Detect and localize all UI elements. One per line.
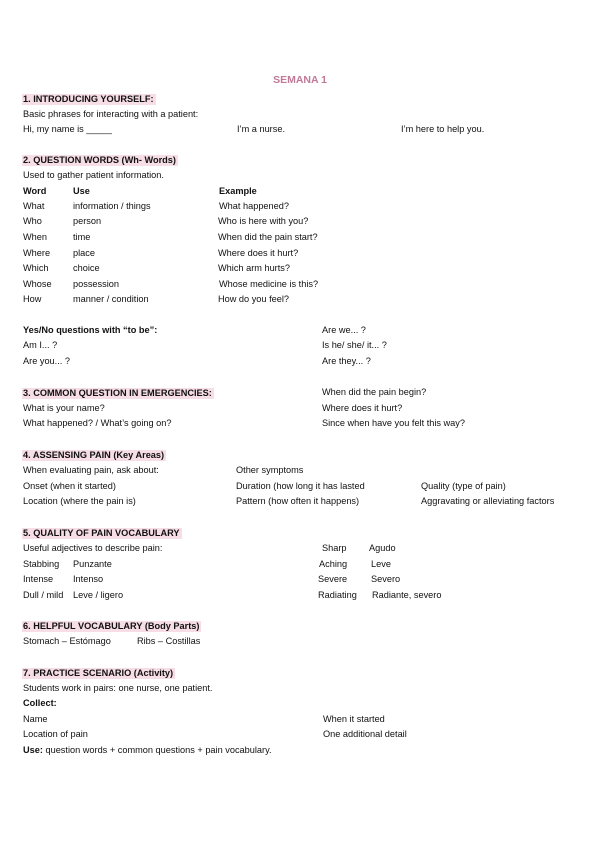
pain-area: Location (where the pain is)	[23, 496, 136, 506]
vocab-spanish: Radiante, severo	[372, 590, 442, 600]
table-cell-example: Whose medicine is this?	[219, 279, 319, 289]
yesno-question: Are you... ?	[23, 356, 70, 366]
emergency-question: When did the pain begin?	[322, 387, 427, 397]
section-5-heading: 5. QUALITY OF PAIN VOCABULARY	[23, 528, 180, 538]
vocab-english: Severe	[318, 574, 348, 584]
pain-area-other-symptoms: Other symptoms	[236, 465, 304, 475]
yesno-question: Are they... ?	[322, 356, 371, 366]
page-title: SEMANA 1	[273, 74, 327, 86]
table-cell-use: place	[73, 248, 95, 258]
section-7-intro: Students work in pairs: one nurse, one patient.	[23, 683, 213, 693]
table-cell-word: When	[23, 232, 48, 242]
emergency-question: Since when have you felt this way?	[322, 418, 465, 428]
yesno-question: Is he/ she/ it... ?	[322, 340, 387, 350]
table-cell-example: When did the pain start?	[218, 232, 318, 242]
table-cell-use: choice	[73, 263, 100, 273]
vocab-english: Aching	[319, 559, 348, 569]
pain-area: Duration (how long it has lasted	[236, 481, 365, 491]
table-cell-word: Where	[23, 248, 51, 258]
table-cell-example: What happened?	[219, 201, 289, 211]
table-cell-word: How	[23, 294, 42, 304]
body-part: Stomach – Estómago	[23, 636, 111, 646]
yesno-question: Are we... ?	[322, 325, 366, 335]
table-cell-use: manner / condition	[73, 294, 149, 304]
table-cell-example: Which arm hurts?	[218, 263, 290, 273]
vocab-english: Sharp	[322, 543, 347, 553]
table-cell-use: person	[73, 216, 102, 226]
collect-item: Name	[23, 714, 48, 724]
table-cell-word: What	[23, 201, 45, 211]
pain-area: Quality (type of pain)	[421, 481, 506, 491]
pain-area: Onset (when it started)	[23, 481, 116, 491]
collect-item: One additional detail	[323, 729, 407, 739]
column-header-example: Example	[219, 186, 257, 196]
vocab-spanish: Intenso	[73, 574, 104, 584]
column-header-use: Use	[73, 186, 90, 196]
vocab-english: Dull / mild	[23, 590, 64, 600]
use-line	[23, 746, 272, 755]
section-1-intro: Basic phrases for interacting with a patient:	[23, 109, 199, 119]
pain-area: Pattern (how often it happens)	[236, 496, 360, 506]
vocab-spanish: Leve	[371, 559, 391, 569]
table-cell-example: Where does it hurt?	[218, 248, 299, 258]
pain-area: Aggravating or alleviating factors	[421, 496, 555, 506]
emergency-question: What happened? / What’s going on?	[23, 418, 172, 428]
phrase-3: I’m here to help you.	[401, 124, 485, 134]
table-cell-word: Who	[23, 216, 42, 226]
section-4-intro: When evaluating pain, ask about:	[23, 465, 159, 475]
collect-item: Location of pain	[23, 729, 88, 739]
table-cell-use: possession	[73, 279, 119, 289]
collect-label: Collect:	[23, 698, 57, 708]
body-part: Ribs – Costillas	[137, 636, 201, 646]
yesno-question: Am I... ?	[23, 340, 58, 350]
table-cell-example: How do you feel?	[218, 294, 289, 304]
yesno-label: Yes/No questions with “to be”:	[23, 325, 158, 335]
table-cell-use: information / things	[73, 201, 151, 211]
vocab-spanish: Punzante	[73, 559, 112, 569]
section-1-heading: 1. INTRODUCING YOURSELF:	[23, 94, 154, 104]
section-4-heading: 4. ASSENSING PAIN (Key Areas)	[23, 450, 165, 460]
vocab-spanish: Severo	[371, 574, 401, 584]
vocab-english: Intense	[23, 574, 54, 584]
vocab-spanish: Agudo	[369, 543, 396, 553]
vocab-english: Stabbing	[23, 559, 60, 569]
emergency-question: What is your name?	[23, 403, 105, 413]
section-5-intro: Useful adjectives to describe pain:	[23, 543, 163, 553]
collect-item: When it started	[323, 714, 385, 724]
use-text: question words + common questions + pain vocabulary.	[42, 745, 272, 755]
section-2-heading: 2. QUESTION WORDS (Wh- Words)	[23, 155, 176, 165]
section-6-heading: 6. HELPFUL VOCABULARY (Body Parts)	[23, 621, 200, 631]
table-cell-use: time	[73, 232, 91, 242]
phrase-2: I’m a nurse.	[237, 124, 285, 134]
phrase-1: Hi, my name is _____	[23, 124, 112, 134]
section-7-heading: 7. PRACTICE SCENARIO (Activity)	[23, 668, 174, 678]
vocab-english: Radiating	[318, 590, 357, 600]
section-3-heading: 3. COMMON QUESTION IN EMERGENCIES:	[23, 388, 212, 398]
emergency-question: Where does it hurt?	[322, 403, 403, 413]
table-cell-word: Which	[23, 263, 49, 273]
use-label: Use:	[23, 745, 43, 755]
table-cell-word: Whose	[23, 279, 52, 289]
table-cell-example: Who is here with you?	[218, 216, 309, 226]
vocab-spanish: Leve / ligero	[73, 590, 124, 600]
column-header-word: Word	[23, 186, 47, 196]
section-2-intro: Used to gather patient information.	[23, 170, 164, 180]
